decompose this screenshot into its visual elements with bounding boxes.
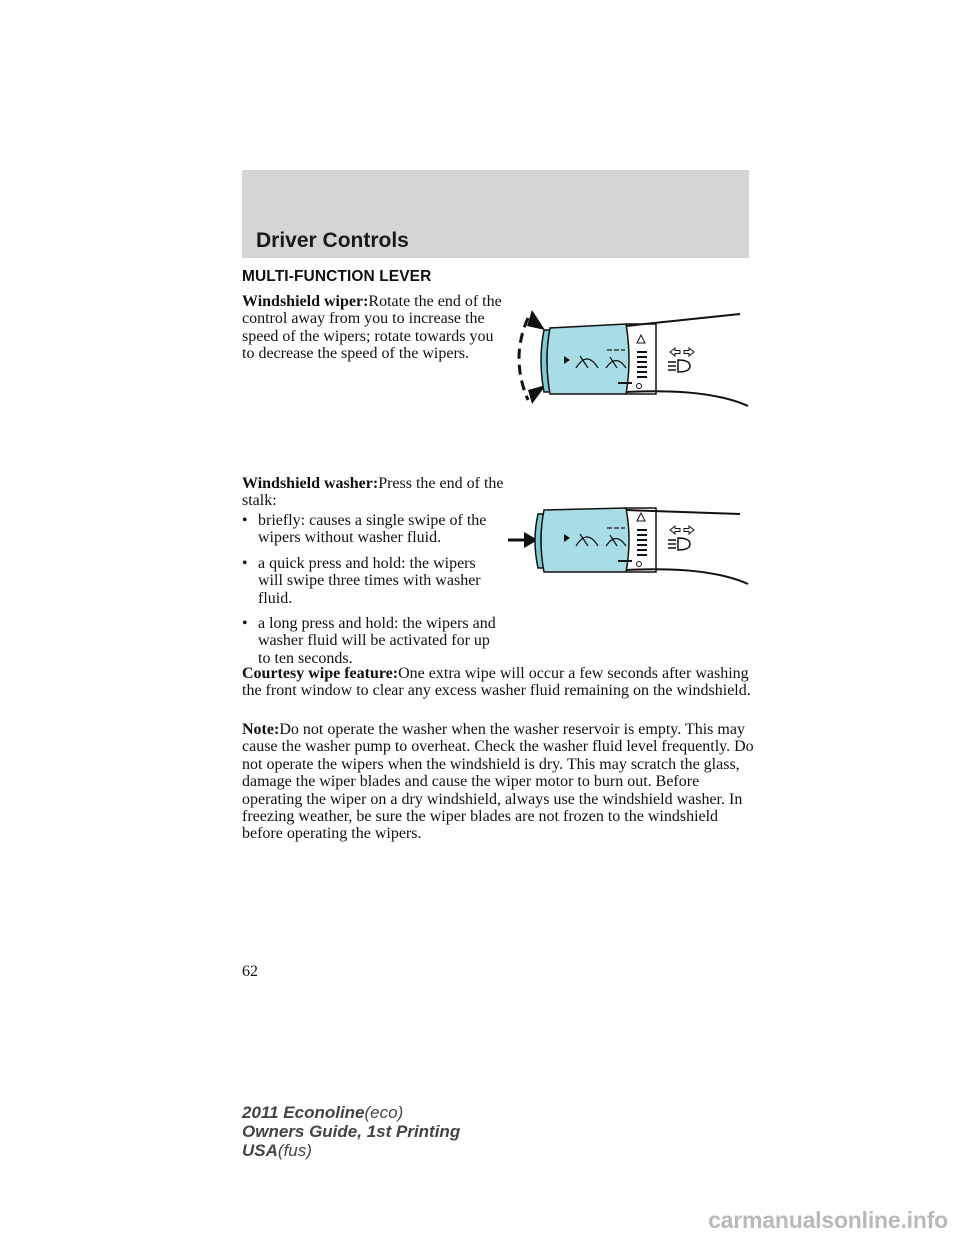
list-item: • a quick press and hold: the wipers will swipe three times with washer fluid.	[242, 554, 481, 607]
washer-paragraph	[242, 475, 504, 510]
section-heading: MULTI-FUNCTION LEVER	[242, 268, 432, 285]
lever-stalk	[626, 508, 748, 584]
page-number: 62	[242, 963, 258, 980]
lever-stalk	[626, 314, 748, 406]
wiper-text: Rotate the end of the control away from you to increase the speed of the wipers; rotate towards you to decrease the speed of the wipers.	[242, 293, 502, 363]
washer-bullet-list	[242, 512, 504, 675]
page-title: Driver Controls	[256, 229, 409, 252]
note-paragraph	[242, 721, 762, 843]
footer-market: USA	[242, 1141, 278, 1160]
washer-label: Windshield washer:	[242, 475, 379, 492]
washer-text: Press the end of the stalk:	[242, 475, 504, 510]
lever-end	[541, 324, 632, 394]
high-beam-icon	[668, 538, 690, 550]
high-beam-icon	[668, 360, 690, 372]
header-band	[242, 170, 749, 258]
footer-model-code: (eco)	[364, 1103, 404, 1122]
footer-market-code: (fus)	[277, 1141, 312, 1160]
footer-model: 2011 Econoline	[242, 1103, 365, 1122]
lever-rotate-figure	[508, 300, 758, 420]
wiper-label: Windshield wiper:	[242, 293, 369, 310]
courtesy-wipe-text: One extra wipe will occur a few seconds after washing the front window to clear any excess washer fluid remaining on the windshield.	[242, 665, 751, 700]
press-arrow-icon	[508, 532, 538, 548]
lever-end	[535, 508, 632, 572]
note-text: Do not operate the washer when the washer reservoir is empty. This may cause the washer pump to overheat. Check the washer fluid level frequently. Do not operate the wipers when the windshield is dry. This may scratch the glass, damage the wiper blades and cause the wiper motor to burn out. Before operating the wiper on a dry windshield, always use the windshield washer. In freezing weather, be sure the wiper blades are not frozen to the windshield before operating the wipers.	[242, 721, 754, 843]
courtesy-wipe-label: Courtesy wipe feature:	[242, 665, 399, 682]
wiper-paragraph	[242, 293, 504, 363]
footer-edition: Owners Guide, 1st Printing	[242, 1122, 461, 1141]
note-label: Note:	[242, 721, 280, 738]
watermark: carmanualsonline.info	[708, 1207, 948, 1233]
footer-print-info	[242, 1103, 460, 1160]
lever-press-figure	[508, 490, 758, 600]
list-item: • briefly: causes a single swipe of the wipers without washer fluid.	[242, 512, 487, 547]
turn-signal-arrows-icon	[670, 526, 694, 534]
list-item: • a long press and hold: the wipers and washer fluid will be activated for up to ten seconds.	[242, 615, 496, 667]
turn-signal-arrows-icon	[670, 348, 694, 356]
courtesy-wipe-paragraph	[242, 665, 762, 700]
